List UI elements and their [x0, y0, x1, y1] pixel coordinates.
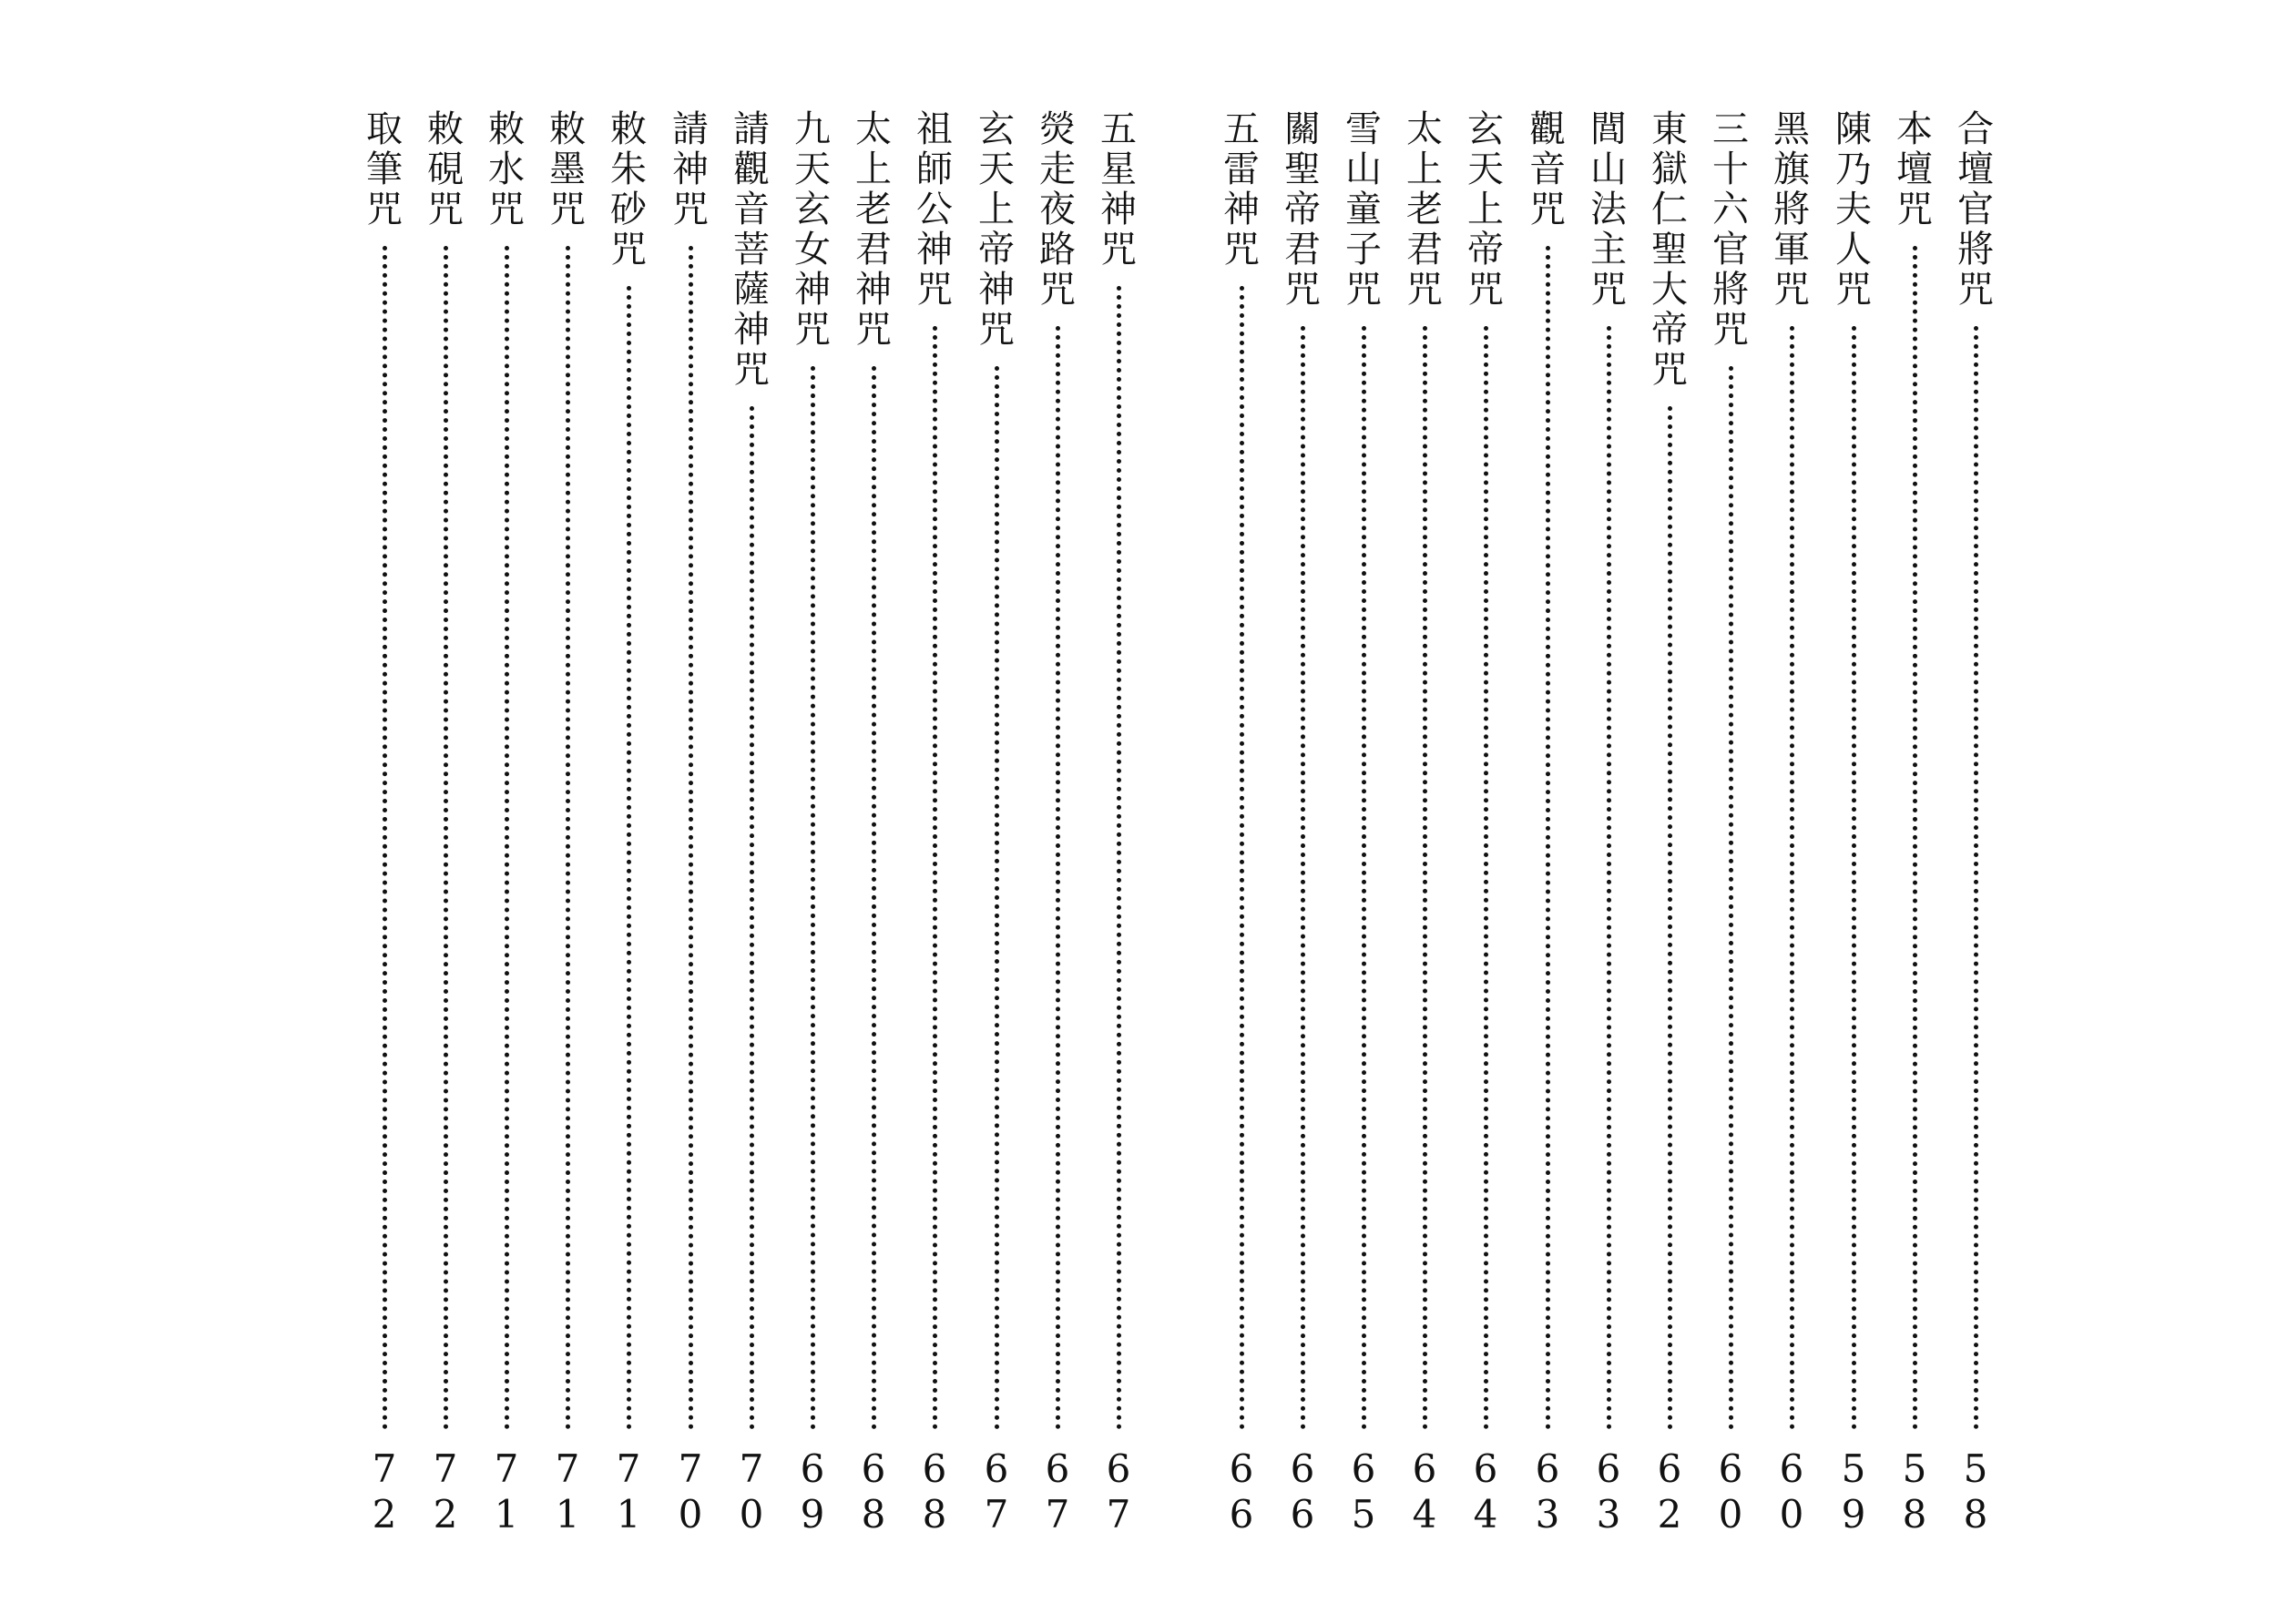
leader-dots	[627, 286, 631, 1430]
leader-dots	[750, 406, 754, 1430]
toc-entry	[1581, 109, 1636, 1539]
toc-entry-title: 太 上 老 君 咒	[1406, 108, 1443, 311]
leader-dots	[1240, 286, 1244, 1430]
toc-entry	[418, 109, 473, 1539]
toc-entry-page: 7 1	[494, 1446, 519, 1537]
toc-entry-page: 6 8	[861, 1446, 886, 1537]
toc-entry	[1275, 109, 1330, 1539]
toc-entry-title: 觀 音 咒	[1529, 108, 1566, 230]
leader-dots	[1056, 326, 1060, 1430]
toc-entry-page: 5 8	[1963, 1446, 1988, 1537]
toc-entry-page: 6 7	[1045, 1446, 1070, 1537]
leader-dots	[1301, 326, 1305, 1430]
toc-entry-title: 敕 水 咒	[488, 108, 525, 230]
toc-entry-page: 6 5	[1351, 1446, 1376, 1537]
toc-entry	[724, 109, 779, 1539]
toc-entry-title: 閭 山 法 主 咒	[1590, 108, 1627, 311]
toc-entry	[1336, 109, 1391, 1539]
leader-dots	[1913, 246, 1917, 1430]
leader-dots	[1423, 326, 1427, 1430]
toc-entry-page: 7 2	[433, 1446, 458, 1537]
leader-dots	[444, 246, 448, 1430]
toc-entry	[1642, 109, 1697, 1539]
toc-entry	[1091, 109, 1146, 1539]
toc-entry	[1397, 109, 1452, 1539]
leader-dots	[1607, 326, 1611, 1430]
leader-dots	[566, 246, 570, 1430]
toc-entry-page: 5 8	[1902, 1446, 1927, 1537]
toc-entry-title: 陳 乃 夫 人 咒	[1835, 108, 1872, 311]
leader-dots	[383, 246, 387, 1430]
toc-entry	[1948, 109, 2003, 1539]
toc-entry-page: 6 8	[922, 1446, 947, 1537]
toc-entry-page: 6 9	[800, 1446, 825, 1537]
toc-entry-page: 7 0	[678, 1446, 703, 1537]
toc-entry-title: 敕 硯 咒	[427, 108, 464, 230]
toc-entry-title: 請 神 咒	[672, 108, 709, 230]
leader-dots	[811, 366, 815, 1430]
toc-entry	[1887, 109, 1942, 1539]
toc-entry-title: 雪 山 童 子 咒	[1345, 108, 1382, 311]
toc-entry-title: 取 筆 咒	[366, 108, 403, 230]
toc-entry-title: 合 壇 官 將 咒	[1957, 108, 1994, 311]
toc-entry-page: 6 2	[1657, 1446, 1682, 1537]
toc-entry-title: 請 觀 音 菩 薩 神 咒	[733, 108, 770, 391]
leader-dots	[505, 246, 509, 1430]
toc-entry	[1826, 109, 1881, 1539]
toc-entry-page: 6 4	[1412, 1446, 1437, 1537]
leader-dots	[689, 246, 693, 1430]
toc-entry	[357, 109, 412, 1539]
leader-dots	[1546, 246, 1550, 1430]
toc-entry-title: 敕 朱 砂 咒	[610, 108, 647, 271]
toc-entry	[479, 109, 534, 1539]
toc-entry-page: 7 1	[555, 1446, 580, 1537]
toc-entry-page: 6 6	[1290, 1446, 1315, 1537]
toc-entry-title: 敕 墨 咒	[549, 108, 586, 230]
toc-entry-page: 6 4	[1473, 1446, 1498, 1537]
toc-entry-title: 玄 天 上 帝 神 咒	[978, 108, 1015, 351]
leader-dots	[1117, 286, 1121, 1430]
toc-entry-title: 本 壇 咒	[1896, 108, 1933, 230]
toc-entry-title: 東 獄 仁 聖 大 帝 咒	[1651, 108, 1688, 391]
leader-dots	[1852, 326, 1856, 1430]
toc-entry-page: 6 0	[1718, 1446, 1743, 1537]
leader-dots	[1729, 366, 1733, 1430]
toc-entry	[540, 109, 595, 1539]
toc-entry-page: 7 1	[616, 1446, 641, 1537]
toc-entry-page: 6 7	[984, 1446, 1009, 1537]
toc-entry-title: 玄 天 上 帝 咒	[1467, 108, 1504, 311]
toc-entry	[1214, 109, 1269, 1539]
toc-entry-page: 6 0	[1779, 1446, 1804, 1537]
leader-dots	[995, 366, 999, 1430]
leader-dots	[1974, 326, 1978, 1430]
toc-entry	[969, 109, 1024, 1539]
toc-entry-title: 三 十 六 官 將 咒	[1712, 108, 1749, 351]
toc-entry-title: 祖 師 公 神 咒	[916, 108, 953, 311]
toc-entry	[601, 109, 656, 1539]
toc-entry	[1764, 109, 1819, 1539]
toc-entry	[1703, 109, 1758, 1539]
leader-dots	[1362, 326, 1366, 1430]
leader-dots	[1668, 406, 1672, 1430]
toc-entry-page: 7 2	[372, 1446, 397, 1537]
toc-entry	[1520, 109, 1575, 1539]
leader-dots	[933, 326, 937, 1430]
toc-entry-page: 5 9	[1841, 1446, 1866, 1537]
toc-entry-page: 6 3	[1596, 1446, 1621, 1537]
toc-entry-title: 關 聖 帝 君 咒	[1284, 108, 1321, 311]
leader-dots	[1484, 326, 1488, 1430]
toc-entry	[907, 109, 962, 1539]
toc-entry	[1030, 109, 1085, 1539]
toc-entry	[663, 109, 718, 1539]
toc-entry-page: 7 0	[739, 1446, 764, 1537]
toc-entry	[785, 109, 840, 1539]
leader-dots	[1790, 326, 1794, 1430]
toc-entry-title: 太 上 老 君 神 咒	[855, 108, 892, 351]
toc-entry-title: 九 天 玄 女 神 咒	[794, 108, 831, 351]
toc-entry-title: 五 星 神 咒	[1100, 108, 1137, 271]
toc-entry-page: 6 7	[1106, 1446, 1131, 1537]
toc-entry-title: 五 雷 神 咒	[1223, 108, 1260, 271]
toc-entry-page: 6 6	[1229, 1446, 1254, 1537]
toc-entry-page: 6 3	[1535, 1446, 1560, 1537]
toc-entry-title: 熒 走 夜 路 咒	[1039, 108, 1076, 311]
toc-entry-title: 黑 旗 將 軍 咒	[1773, 108, 1810, 311]
leader-dots	[872, 366, 876, 1430]
toc-entry	[1458, 109, 1513, 1539]
toc-entry	[846, 109, 901, 1539]
